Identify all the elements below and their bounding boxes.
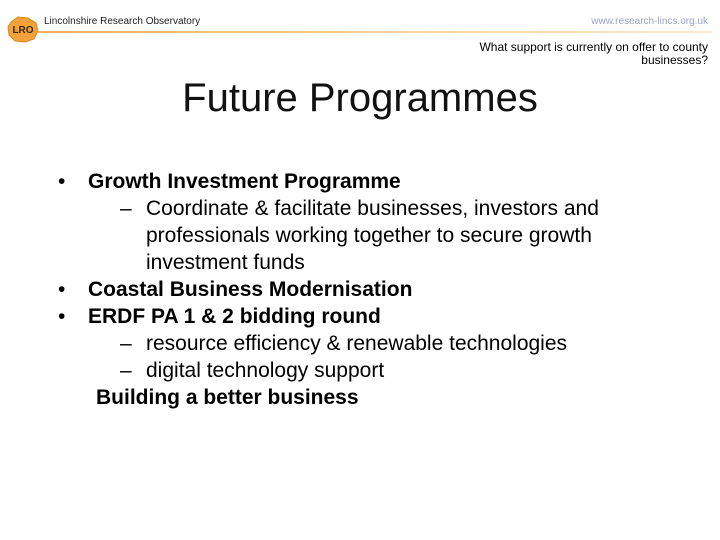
sub-bullet-text: digital technology support (146, 359, 385, 382)
bullet-dot: • (58, 170, 66, 193)
slide-subtitle (408, 41, 708, 67)
bullet-text: Growth Investment Programme (88, 170, 401, 193)
website-url[interactable]: www.research-lincs.org.uk (591, 16, 708, 27)
bullet-item (58, 303, 698, 330)
lro-logo-icon (6, 14, 40, 44)
sub-bullet-dash: – (120, 359, 132, 382)
bullet-text: Coastal Business Modernisation (88, 278, 413, 301)
bullet-list (58, 168, 698, 411)
sub-bullet-item (84, 330, 698, 357)
sub-bullet-dash: – (120, 332, 132, 355)
sub-bullet-item (84, 195, 698, 276)
organization-name: Lincolnshire Research Observatory (44, 16, 201, 27)
sub-bullet-dash: – (120, 197, 132, 220)
bullet-text: ERDF PA 1 & 2 bidding round (88, 305, 381, 328)
sub-bullet-text: resource efficiency & renewable technologies (146, 332, 568, 355)
bullet-item (58, 276, 698, 303)
bullet-item (58, 168, 698, 195)
sub-bullet-item (84, 357, 698, 384)
slide-title: Future Programmes (182, 76, 538, 120)
sub-bullet-text: Coordinate & facilitate businesses, investors and professionals working together to secure growth investment funds (146, 197, 599, 274)
closing-line: Building a better business (96, 386, 359, 409)
subtitle-line-1: What support is currently on offer to county (479, 40, 708, 54)
subtitle-line-2: businesses? (641, 53, 708, 67)
bullet-dot: • (58, 278, 66, 301)
header-divider (38, 31, 712, 33)
bullet-dot: • (58, 305, 66, 328)
logo-text: LRO (12, 25, 34, 36)
